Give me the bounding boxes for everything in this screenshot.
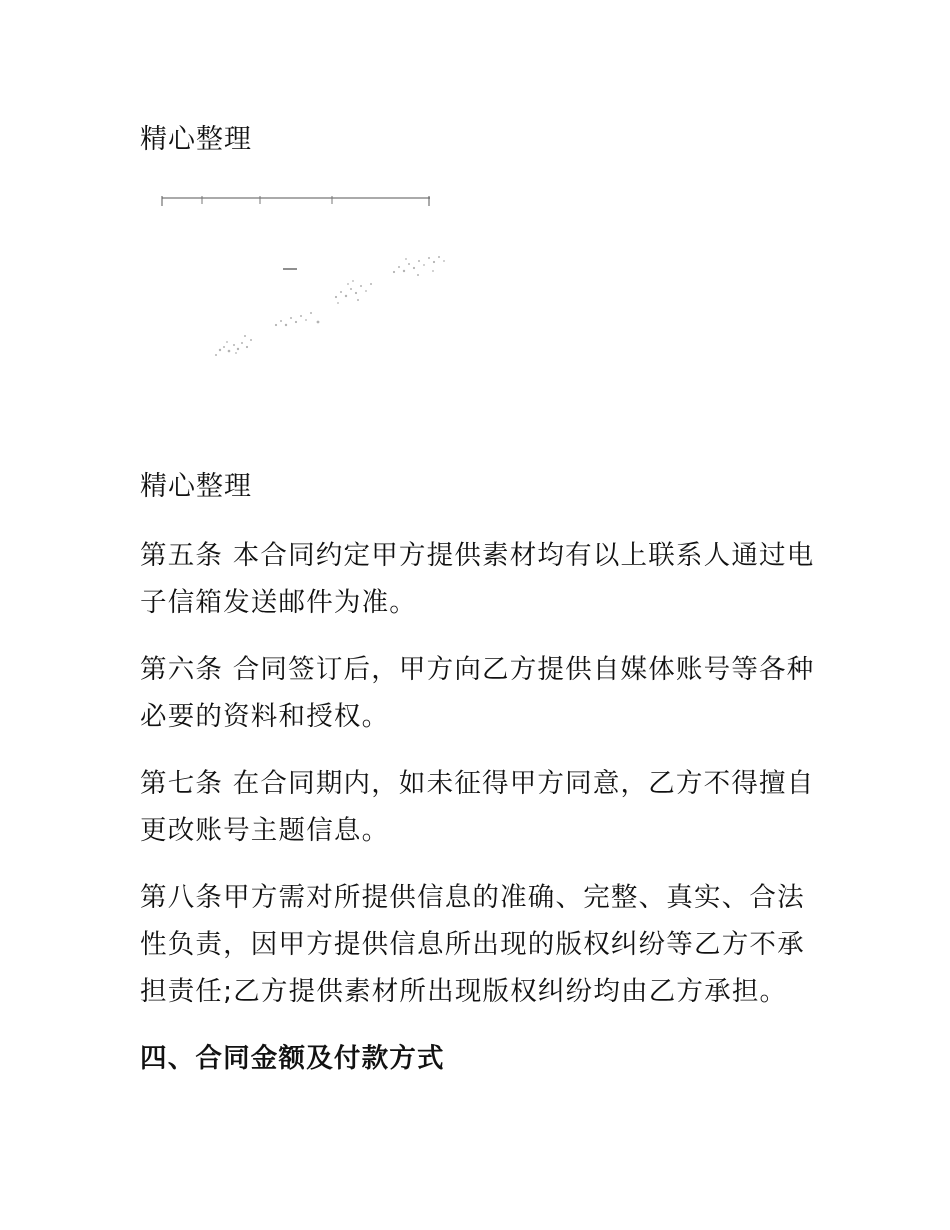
faint-table-fragment bbox=[150, 185, 470, 375]
article-6-paragraph: 第六条 合同签订后，甲方向乙方提供自媒体账号等各种必要的资料和授权。 bbox=[140, 654, 815, 732]
article-7-paragraph: 第七条 在合同期内，如未征得甲方同意，乙方不得擅自更改账号主题信息。 bbox=[140, 768, 815, 846]
scanned-artifact-image bbox=[150, 185, 470, 375]
article-8-paragraph: 第八条甲方需对所提供信息的准确、完整、真实、合法性负责，因甲方提供信息所出现的版权纠纷等乙方不承担责任;乙方提供素材所出现版权纠纷均由乙方承担。 bbox=[140, 882, 805, 1007]
contract-body bbox=[140, 532, 820, 1082]
article-5-paragraph: 第五条 本合同约定甲方提供素材均有以上联系人通过电子信箱发送邮件为准。 bbox=[140, 540, 815, 618]
watermark-header-second: 精心整理 bbox=[140, 471, 252, 502]
section-heading-payment: 四、合同金额及付款方式 bbox=[140, 1043, 445, 1074]
watermark-header-top: 精心整理 bbox=[140, 124, 252, 155]
